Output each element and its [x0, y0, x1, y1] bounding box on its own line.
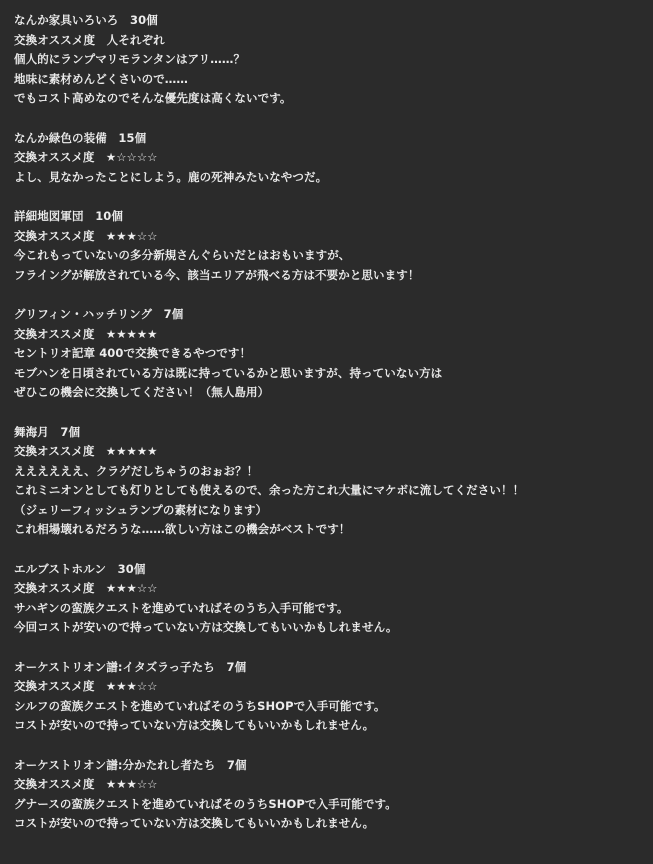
item-orchestrion-1 [14, 658, 653, 736]
item-title: グリフィン・ハッチリング 7個 [14, 307, 184, 321]
item-title: エルブストホルン 30個 [14, 561, 146, 576]
item-text: サハギンの蛮族クエストを進めていればそのうち入手可能です。 [14, 600, 349, 615]
item-text: 今回コストが安いので持っていない方は交換してもいいかもしれません。 [14, 620, 398, 634]
item-text: 今これもっていないの多分新規さんぐらいだとはおもいますが、 [14, 248, 351, 262]
item-text: コストが安いので持っていない方は交換してもいいかもしれません。 [14, 816, 375, 830]
item-text: コストが安いので持っていない方は交換してもいいかもしれません。 [14, 718, 375, 732]
spacer [14, 109, 653, 129]
item-title: なんか緑色の装備 15個 [14, 130, 147, 145]
item-orchestrion-2 [14, 756, 653, 834]
item-text: セントリオ記章 400で交換できるやつです！ [14, 346, 252, 360]
item-text: （ジェリーフィッシュランプの素材になります） [14, 502, 268, 517]
item-recommendation: 交換オススメ度 ★★★☆☆ [14, 228, 158, 243]
item-text: 個人的にランプマリモランタンはアリ……？ [14, 52, 246, 66]
item-text: でもコスト高めなのでそんな優先度は高くないです。 [14, 91, 292, 105]
spacer [14, 187, 653, 207]
item-jellyfish [14, 423, 653, 540]
item-maps [14, 207, 653, 285]
item-green-gear [14, 129, 653, 188]
item-recommendation: 交換オススメ度 人それぞれ [14, 32, 165, 47]
item-text: よし、見なかったことにしよう。鹿の死神みたいなやつだ。 [14, 169, 328, 184]
item-title: 詳細地図軍団 10個 [14, 209, 124, 223]
spacer [14, 285, 653, 305]
item-text: モブハンを日頃されている方は既に持っているかと思いますが、持っていない方は [14, 365, 443, 380]
item-elbst-horn [14, 560, 653, 638]
item-text: グナースの蛮族クエストを進めていればそのうちSHOPで入手可能です。 [14, 796, 397, 811]
item-text: ぜひこの機会に交換してください！（無人島用） [14, 385, 270, 399]
item-recommendation: 交換オススメ度 ★★★★★ [14, 326, 158, 341]
item-text: フライングが解放されている今、該当エリアが飛べる方は不要かと思います！ [14, 267, 420, 282]
item-title: オーケストリオン譜:分かたれし者たち 7個 [14, 757, 247, 772]
item-furniture [14, 11, 653, 109]
item-text: ええええええ、クラゲだしちゃうのおぉお？！ [14, 463, 259, 478]
item-text: 地味に素材めんどくさいので…… [14, 71, 188, 86]
item-text: シルフの蛮族クエストを進めていればそのうちSHOPで入手可能です。 [14, 698, 386, 713]
item-recommendation: 交換オススメ度 ★☆☆☆☆ [14, 150, 158, 164]
item-text: これミニオンとしても灯りとしても使えるので、余った方これ大量にマケボに流してください！！ [14, 483, 525, 497]
item-title: 舞海月 7個 [14, 424, 81, 439]
item-recommendation: 交換オススメ度 ★★★★★ [14, 444, 158, 458]
item-recommendation: 交換オススメ度 ★★★☆☆ [14, 581, 158, 595]
spacer [14, 540, 653, 560]
spacer [14, 403, 653, 423]
item-text: これ相場壊れるだろうな……欲しい方はこの機会がベストです！ [14, 522, 351, 536]
item-recommendation: 交換オススメ度 ★★★☆☆ [14, 777, 158, 791]
item-title: なんか家具いろいろ 30個 [14, 13, 158, 27]
item-griffin [14, 305, 653, 403]
item-recommendation: 交換オススメ度 ★★★☆☆ [14, 679, 158, 693]
spacer [14, 736, 653, 756]
spacer [14, 638, 653, 658]
item-title: オーケストリオン譜:イタズラっ子たち 7個 [14, 659, 247, 674]
